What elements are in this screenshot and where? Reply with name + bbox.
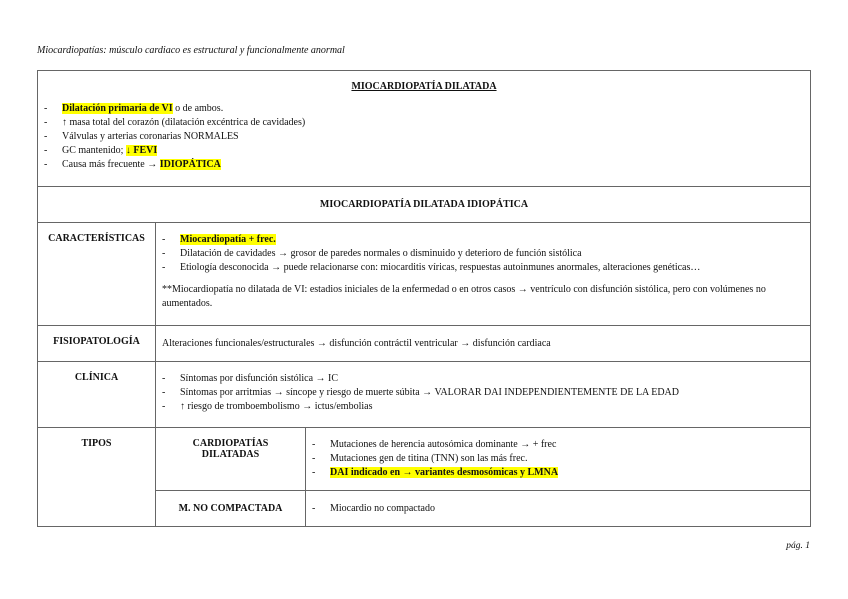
content-table (37, 70, 811, 527)
list-item: - Síntomas por arritmias → síncope y riesgo de muerte súbita → VALORAR DAI INDEPENDIENTEMENTE DE LA EDAD (162, 386, 804, 400)
list-item: - Síntomas por disfunción sistólica → IC (162, 372, 804, 386)
list-item: - Etiología desconocida → puede relacionarse con: miocarditis víricas, respuestas autoinmunes anormales, alteraciones genéticas… (162, 261, 804, 275)
row-label-tipos: TIPOS (38, 428, 156, 527)
caracteristicas-cell (156, 223, 811, 326)
fisiopatologia-text: Alteraciones funcionales/estructurales → disfunción contráctil ventricular → disfunción cardiaca (156, 326, 811, 362)
tipo-dilatadas-label: CARDIOPATÍAS DILATADAS (156, 428, 306, 491)
list-item: - ↑ masa total del corazón (dilatación excéntrica de cavidades) (44, 116, 804, 130)
row-label-caracteristicas: CARACTERÍSTICAS (38, 223, 156, 326)
row-label-fisiopatologia: FISIOPATOLOGÍA (38, 326, 156, 362)
clinica-cell (156, 362, 811, 428)
list-item: - Mutaciones de herencia autosómica dominante → + frec (312, 438, 804, 452)
tipo-nocompactada-label: M. NO COMPACTADA (156, 491, 306, 527)
list-item: - Miocardio no compactado (312, 502, 804, 516)
note: **Miocardiopatía no dilatada de VI: estadios iniciales de la enfermedad o en otros casos → ventrículo con disfunción sistólica, pero con volúmenes no aumentados. (162, 284, 766, 309)
page-number: pág. 1 (786, 541, 810, 551)
list-item: - Dilatación de cavidades → grosor de paredes normales o disminuido y deterioro de función sistólica (162, 247, 804, 261)
list-item: - Causa más frecuente → IDIOPÁTICA (44, 158, 804, 172)
list-item: - Miocardiopatía + frec. (162, 233, 804, 247)
section-title: MIOCARDIOPATÍA DILATADA (351, 81, 497, 92)
list-item: - GC mantenido; ↓ FEVI (44, 144, 804, 158)
tipo-nocompactada-cell (306, 491, 811, 527)
intro-cell (38, 71, 811, 187)
list-item: - Dilatación primaria de VI o de ambos. (44, 102, 804, 116)
page-header: Miocardiopatías: músculo cardiaco es estructural y funcionalmente anormal (37, 45, 345, 56)
list-item: - ↑ riesgo de tromboembolismo → ictus/embolias (162, 400, 804, 414)
list-item: - Mutaciones gen de titina (TNN) son las más frec. (312, 452, 804, 466)
list-item: - Válvulas y arterias coronarias NORMALES (44, 130, 804, 144)
list-item: - DAI indicado en → variantes desmosómicas y LMNA (312, 466, 804, 480)
subtitle: MIOCARDIOPATÍA DILATADA IDIOPÁTICA (38, 187, 811, 223)
row-label-clinica: CLÍNICA (38, 362, 156, 428)
tipo-dilatadas-cell (306, 428, 811, 491)
